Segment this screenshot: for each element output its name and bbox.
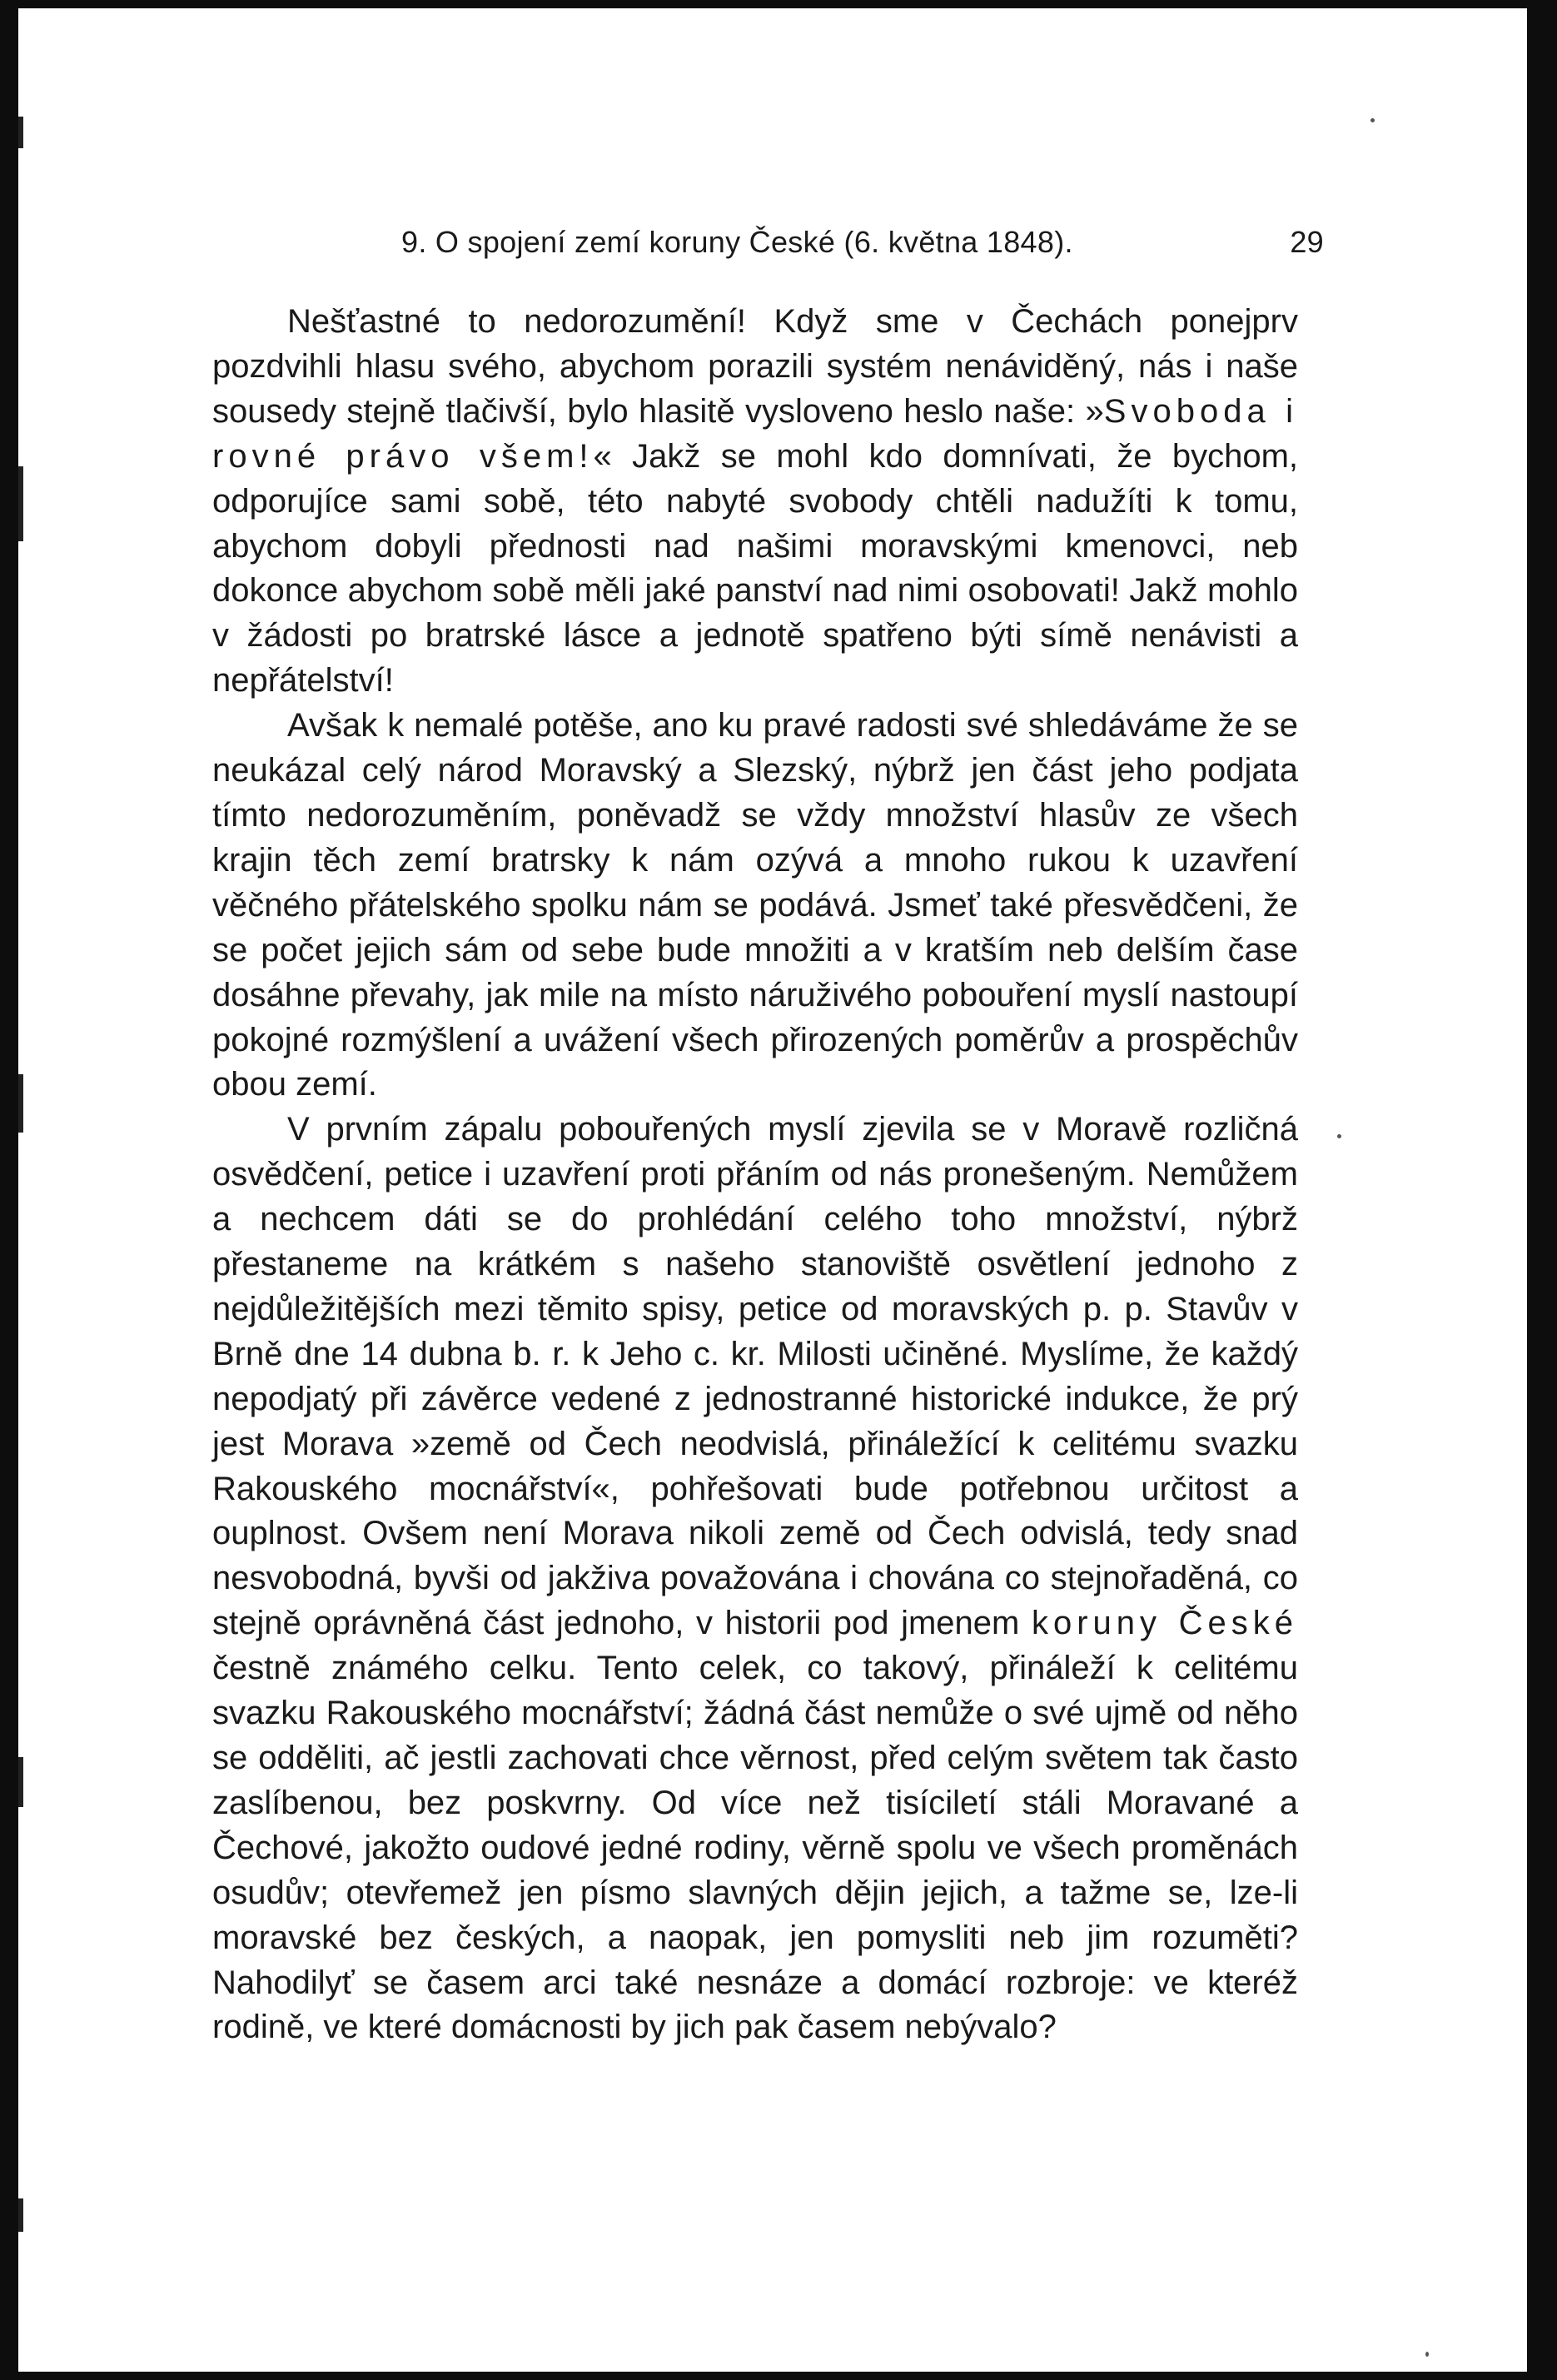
scan-speck [1425,2352,1429,2357]
text-run: « Jakž se mohl kdo domnívati, že bychom, odporujíce sami sobě, této nabyté svobody chtěli nadužíti k tomu, abychom dobyli přednosti nad našimi moravskými kmenovci, neb dokonce abychom sobě měli jaké panství nad nimi osobovati! Jakž mohlo v žádosti po bratrské lásce a jednotě spatřeno býti símě nenávisti a nepřátelství! [212,437,1299,700]
paragraph [212,300,1298,704]
running-header [401,225,1324,266]
binding-mark [18,466,23,541]
text-run: čestně známého celku. Tento celek, co takový, přináleží k celitému svazku Rakouského mocnářství; žádná část nemůže o své ujmě od něho se odděliti, ač jestli zachovati chce věrnost, před celým světem tak často zaslíbenou, bez poskvrny. Od více než tisíciletí stáli Moravané a Čechové, jakožto oudové jedné rodiny, věrně spolu ve všech proměnách osudův; otevřemež jen písmo slavných dějin jejich, a tažme se, lze-li moravské bez českých, a naopak, jen pomysliti neb jim rozuměti? Nahodilyť se časem arci také nesnáze a domácí rozbroje: ve kteréž rodině, ve které domácnosti by jich pak časem nebývalo? [212,1650,1298,2046]
binding-mark [18,1757,23,1807]
emphasized-motto: Svoboda i rovné právo všem! [212,392,1298,475]
page-number: 29 [1290,225,1324,259]
binding-mark [18,117,23,148]
emphasized-term: koruny České [1031,1605,1298,1642]
scan-speck [1337,1134,1341,1138]
running-title: 9. O spojení zemí koruny České (6. května 1848). [401,225,1073,259]
text-run: V prvním zápalu pobouřených myslí zjevila se v Moravě rozličná osvědčení, petice i uzavření proti přáním od nás pronešeným. Nemůžem a nechcem dáti se do prohlédání celého toho množství, nýbrž přestaneme na krátkém s našeho stanoviště osvětlení jednoho z nejdůležitějších mezi těmito spisy, petice od moravských p. p. Stavův v Brně dne 14 dubna b. r. k Jeho c. kr. Milosti učiněné. Myslíme, že každý nepodjatý při závěrce vedené z jednostranné historické indukce, že prý jest Morava »země od Čech neodvislá, přináležící k celitému svazku Rakouského mocnářství«, pohřešovati bude potřebnou určitost a ouplnost. Ovšem není Morava nikoli země od Čech odvislá, tedy snad nesvobodná, byvši od jakživa považována i chována co stejnořaděná, co stejně oprávněná část jednoho, v historii pod jmenem [212,1111,1298,1642]
text-run: Avšak k nemalé potěše, ano ku pravé radosti své shledáváme že se neukázal celý národ Moravský a Slezský, nýbrž jen část jeho podjata tímto nedorozuměním, poněvadž se vždy množství hlasův ze všech krajin těch zemí bratrsky k nám ozývá a mnoho rukou k uzavření věčného přátelského spolku nám se podává. Jsmeť také přesvědčeni, že se počet jejich sám od sebe bude množiti a v kratším neb delším čase dosáhne převahy, jak mile na místo náruživého pobouření myslí nastoupí pokojné rozmýšlení a uvážení všech přirozených poměrův a prospěchův obou zemí. [212,707,1298,1103]
body-text [212,300,1298,2050]
binding-mark [18,1074,23,1133]
paragraph [212,704,1298,1108]
paragraph [212,1108,1298,2050]
text-run: Nešťastné to nedorozumění! Když sme v Čechách ponejprv pozdvihli hlasu svého, abychom porazili systém nenáviděný, nás i naše sousedy stejně tlačivší, bylo hlasitě vysloveno heslo naše: » [212,303,1298,430]
scan-speck [1370,118,1375,122]
binding-mark [18,2198,23,2232]
